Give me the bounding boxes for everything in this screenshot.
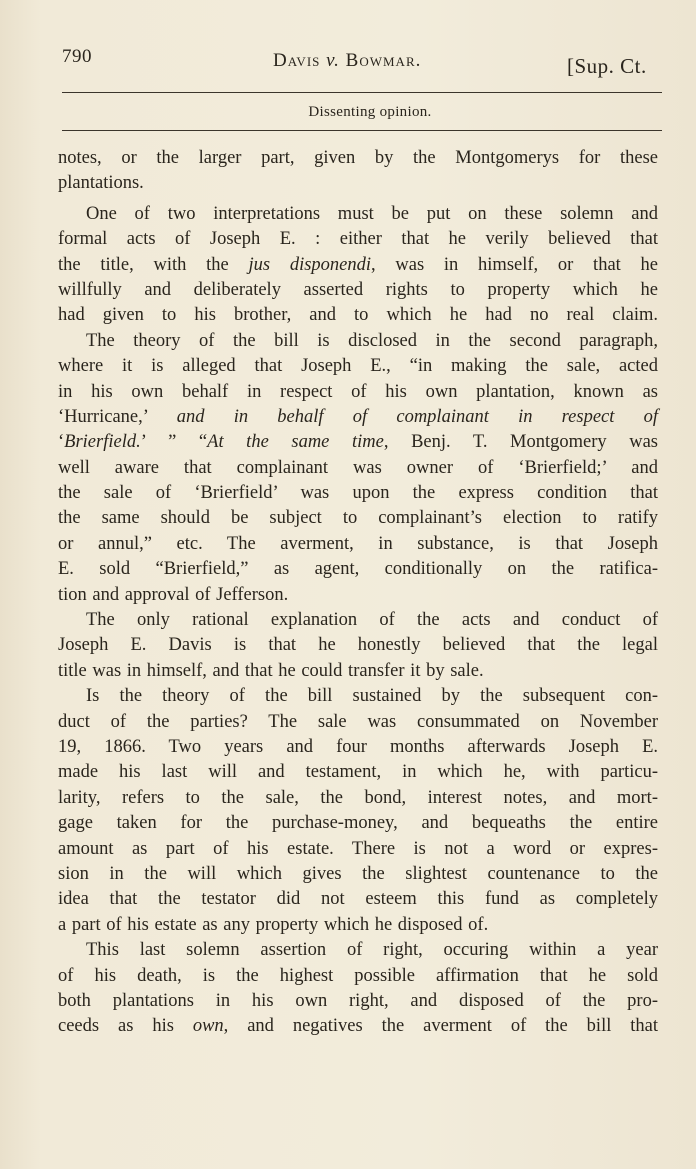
text-line: ceeds as his own, and negatives the averment of the bill that <box>58 1016 659 1037</box>
paragraph <box>58 329 658 608</box>
text-line: notes, or the larger part, given by the Montgomerys for these <box>58 148 658 168</box>
paragraph <box>58 938 658 1040</box>
text-line: well aware that complainant was owner of ‘Brierfield;’ and <box>58 457 658 478</box>
text-line: the sale of ‘Brierfield’ was upon the express condition that <box>58 483 658 504</box>
text-line: or annul,” etc. The averment, in substance, is that Joseph <box>58 533 658 554</box>
text-line: ‘Brierfield.’ ” “At the same time, Benj. T. Montgomery was <box>58 432 658 453</box>
text-line: of his death, is the highest possible affirmation that he sold <box>58 965 658 986</box>
section-label: Dissenting opinion. <box>308 104 432 120</box>
court-marker: [Sup. Ct. <box>567 54 647 78</box>
header-rule-bottom <box>62 130 662 131</box>
text-line: ‘Hurricane,’ and in behalf of complainant in respect of <box>58 406 659 427</box>
paragraph <box>58 608 658 684</box>
paragraph <box>58 202 658 329</box>
text-line: a part of his estate as any property which he disposed of. <box>58 914 489 935</box>
body-text <box>58 146 658 1040</box>
text-line: formal acts of Joseph E. : either that he verily believed that <box>58 229 658 250</box>
text-line: had given to his brother, and to which he had no real claim. <box>58 305 658 326</box>
text-line: idea that the testator did not esteem this fund as completely <box>58 889 658 910</box>
text-line: willfully and deliberately asserted rights to property which he <box>58 279 658 300</box>
page-number: 790 <box>62 46 92 67</box>
text-line: made his last will and testament, in which he, with particu- <box>58 762 658 783</box>
text-line: the title, with the jus disponendi, was in himself, or that he <box>58 254 659 275</box>
text-line: Is the theory of the bill sustained by the subsequent con- <box>86 686 658 707</box>
text-line: Joseph E. Davis is that he honestly believed that the legal <box>58 635 658 656</box>
text-line: tion and approval of Jefferson. <box>58 584 289 605</box>
text-line: gage taken for the purchase-money, and bequeaths the entire <box>58 813 658 834</box>
text-line: larity, refers to the sale, the bond, interest notes, and mort- <box>58 787 658 808</box>
text-line: One of two interpretations must be put on these solemn and <box>86 203 658 224</box>
text-line: plantations. <box>58 173 144 194</box>
text-line: amount as part of his estate. There is not a word or expres- <box>58 838 658 859</box>
text-line: sion in the will which gives the slightest countenance to the <box>58 863 658 884</box>
running-title: Davis v. Bowmar. <box>273 50 422 71</box>
text-line: E. sold “Brierfield,” as agent, conditionally on the ratifica- <box>58 559 658 580</box>
text-line: both plantations in his own right, and disposed of the pro- <box>58 990 658 1011</box>
header-rule-top <box>62 92 662 93</box>
text-line: The only rational explanation of the acts and conduct of <box>86 610 658 631</box>
text-line: in his own behalf in respect of his own plantation, known as <box>58 381 658 402</box>
text-line: title was in himself, and that he could transfer it by sale. <box>58 660 484 681</box>
text-line: The theory of the bill is disclosed in the second paragraph, <box>86 330 658 351</box>
text-line: This last solemn assertion of right, occuring within a year <box>86 940 658 961</box>
text-line: the same should be subject to complainant’s election to ratify <box>58 508 658 529</box>
text-line: where it is alleged that Joseph E., “in making the sale, acted <box>58 356 658 377</box>
paragraph <box>58 146 658 197</box>
page-header <box>0 42 696 82</box>
paragraph <box>58 684 658 938</box>
text-line: duct of the parties? The sale was consummated on November <box>58 711 658 732</box>
text-line: 19, 1866. Two years and four months afterwards Joseph E. <box>58 736 658 757</box>
